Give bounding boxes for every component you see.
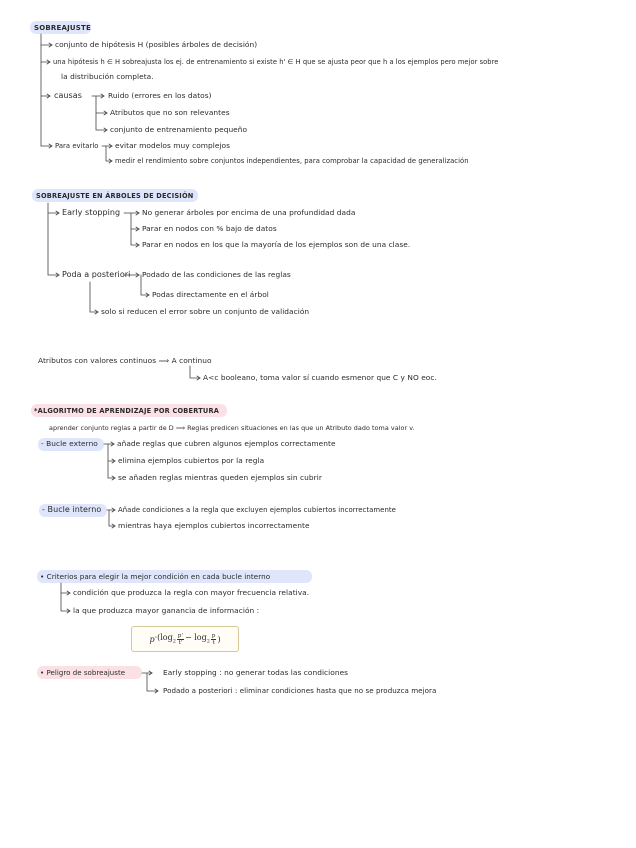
note-causa-atributos: Atributos que no son relevantes — [110, 108, 230, 117]
formula-fraction-2 — [211, 633, 217, 646]
note-interno-anade: Añade condiciones a la regla que excluyen ejemplos cubiertos incorrectamente — [118, 506, 396, 514]
information-gain-formula: p $\cdot(\log_2$ $\frac{p'}{t'}$ − $\log_2$ $\frac{p}{t}$ ) — [131, 626, 239, 652]
note-early-profundidad: No generar árboles por encima de una profundidad dada — [142, 208, 356, 217]
note-a-booleano: A<c booleano, toma valor sí cuando esmenor que C y NO eoc. — [203, 373, 437, 382]
note-peligro-podado: Podado a posteriori : eliminar condiciones hasta que no se produzca mejora — [163, 686, 437, 695]
formula-num-2: p — [211, 632, 216, 639]
note-sobreajusta-line1: una hipótesis h ∈ H sobreajusta los ej. de entrenamiento si existe h' ∈ H que se ajusta peor que h a los ejemplos pero mejor sobre — [53, 58, 499, 66]
note-medir-rendimiento: medir el rendimiento sobre conjuntos independientes, para comprobar la capacidad de generalización — [115, 157, 469, 165]
note-externo-mientras: se añaden reglas mientras queden ejemplos sin cubrir — [118, 473, 322, 482]
formula-den-1: t' — [178, 639, 183, 646]
note-externo-elimina: elimina ejemplos cubiertos por la regla — [118, 456, 265, 465]
section-title-peligro: • Peligro de sobreajuste — [40, 669, 126, 677]
note-poda-arbol: Podas directamente en el árbol — [152, 290, 269, 299]
note-atributos-continuos: Atributos con valores continuos ⟹ A continuo — [38, 356, 212, 365]
note-peligro-early: Early stopping : no generar todas las condiciones — [163, 668, 349, 677]
note-early-nodos: Parar en nodos con % bajo de datos — [142, 224, 277, 233]
note-poda-posteriori: Poda a posteriori — [62, 270, 131, 279]
note-bucle-externo: - Bucle externo — [41, 439, 98, 448]
formula-fraction-1 — [177, 633, 184, 646]
section-title-sobreajuste: SOBREAJUSTE — [34, 24, 92, 32]
note-bucle-interno: - Bucle interno — [42, 505, 102, 514]
note-poda-condiciones: Podado de las condiciones de las reglas — [142, 270, 291, 279]
note-interno-mientras: mientras haya ejemplos cubiertos incorrectamente — [118, 521, 310, 530]
formula-p: p — [149, 634, 155, 644]
note-poda-validacion: solo si reducen el error sobre un conjunto de validación — [101, 307, 310, 316]
formula-den-2: t — [212, 639, 215, 646]
note-para-evitarlo: Para evitarlo — [55, 142, 99, 150]
note-ganancia-informacion: la que produzca mayor ganancia de información : — [73, 606, 260, 615]
note-frecuencia-relativa: condición que produzca la regla con mayor frecuencia relativa. — [73, 588, 310, 597]
note-sobreajusta-line2: la distribución completa. — [61, 72, 154, 81]
note-causa-conjunto: conjunto de entrenamiento pequeño — [110, 125, 248, 134]
note-causas: causas — [54, 91, 82, 100]
section-title-cobertura: *ALGORITMO DE APRENDIZAJE POR COBERTURA — [34, 407, 220, 415]
section-title-criterios: • Criterios para elegir la mejor condición en cada bucle interno — [40, 572, 271, 581]
note-hipotesis: conjunto de hipótesis H (posibles árboles de decisión) — [55, 40, 258, 49]
section-title-arboles: SOBREAJUSTE EN ÁRBOLES DE DECISIÓN — [36, 192, 194, 200]
note-evitar-modelos: evitar modelos muy complejos — [115, 141, 231, 150]
note-early-mayoria: Parar en nodos en los que la mayoría de los ejemplos son de una clase. — [142, 240, 411, 249]
note-causa-ruido: Ruido (errores en los datos) — [108, 91, 212, 100]
formula-num-1: p' — [177, 632, 183, 639]
note-externo-anade: añade reglas que cubren algunos ejemplos correctamente — [117, 439, 336, 448]
note-early-stopping: Early stopping — [62, 208, 121, 217]
note-aprender-conjunto: aprender conjunto reglas a partir de D ⟹ Reglas predicen situaciones en las que un Atributo dado toma valor v. — [49, 424, 415, 432]
